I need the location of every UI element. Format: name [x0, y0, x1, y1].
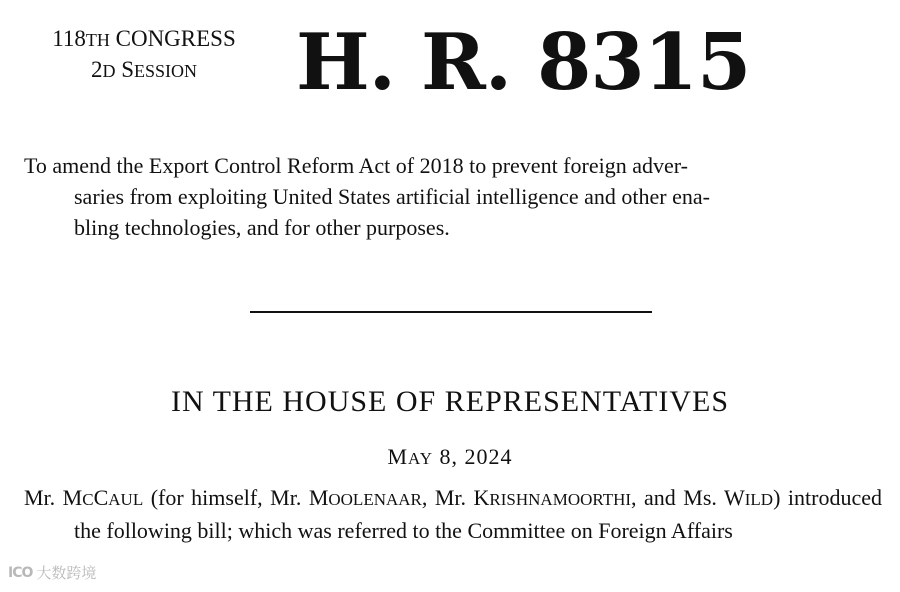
cosponsor-1-rest: OOLENAAR [328, 490, 422, 509]
purpose-line-1: To amend the Export Control Reform Act of 2018 to prevent foreign adver- [24, 153, 688, 178]
intro-text-3: , Mr. [421, 485, 474, 510]
intro-text-2: (for himself, Mr. [143, 485, 309, 510]
session-line [24, 55, 264, 86]
introduction-date [0, 442, 900, 474]
watermark-text: 大数跨境 [36, 564, 97, 582]
session-suffix: D [102, 61, 116, 81]
sponsor-name-part: C [82, 490, 94, 509]
sponsor-name-initial: M [62, 485, 83, 510]
date-month-rest: AY [408, 449, 434, 468]
intro-text-4: , and Ms. [631, 485, 724, 510]
sponsor-name-capital: C [93, 485, 109, 510]
session-word-initial: S [121, 57, 135, 82]
session-number: 2 [90, 57, 103, 82]
cosponsor-3-initial: W [723, 485, 745, 510]
intro-text-1: Mr. [24, 485, 63, 510]
sponsor-name-rest: AUL [108, 490, 144, 509]
watermark-logo-icon: ICO [8, 564, 33, 581]
intro-text-5: ) introduced the following bill; which was referred to the Committee on Foreign Affairs [74, 485, 882, 543]
congress-word: CONGRESS [115, 26, 236, 51]
session-word-rest: ESSION [134, 61, 198, 81]
congress-number: 118 [52, 26, 86, 51]
bill-purpose [24, 150, 882, 243]
cosponsor-2-rest: RISHNAMOORTHI [489, 490, 632, 509]
date-month-initial: M [387, 444, 409, 469]
congress-line [24, 24, 264, 55]
purpose-line-2: saries from exploiting United States artificial intelligence and other ena- [74, 184, 710, 209]
congress-suffix: TH [85, 30, 110, 50]
watermark [8, 562, 96, 583]
chamber-heading: IN THE HOUSE OF REPRESENTATIVES [170, 385, 730, 418]
cosponsor-3-rest: ILD [744, 490, 774, 509]
section-divider [250, 311, 652, 313]
bill-number: H. R. 8315 [296, 17, 751, 108]
purpose-line-3: bling technologies, and for other purposes. [74, 215, 450, 240]
date-day-year: 8, 2024 [433, 444, 513, 469]
cosponsor-2-initial: K [473, 485, 490, 510]
congress-session-block [24, 24, 264, 86]
cosponsor-1-initial: M [308, 485, 329, 510]
introduction-statement [24, 482, 882, 546]
